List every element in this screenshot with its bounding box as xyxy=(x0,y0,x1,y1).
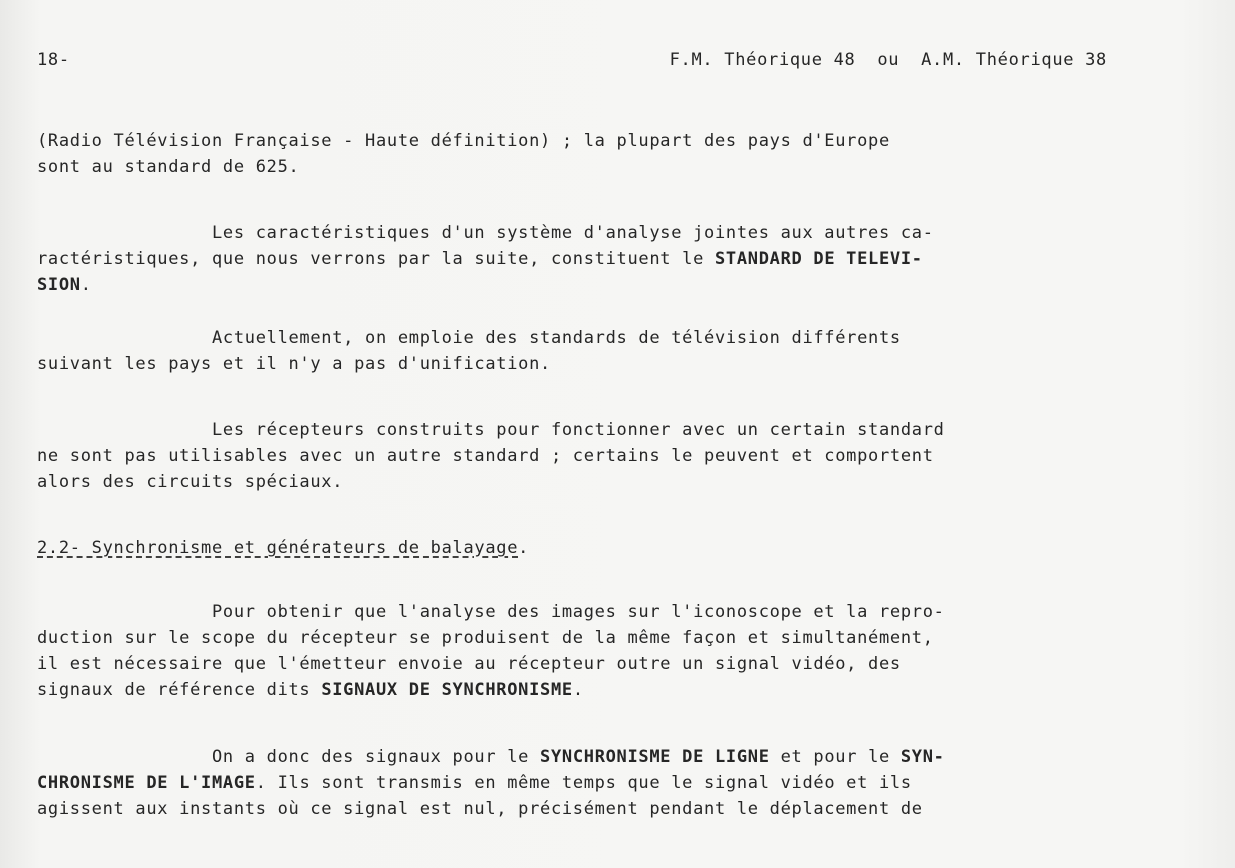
text-run: SIGNAUX DE SYNCHRONISME xyxy=(321,680,573,700)
text-run: SYNCHRONISME DE LIGNE xyxy=(540,747,770,767)
text-line xyxy=(37,628,934,648)
text-run: ractéristiques, que nous verrons par la suite, constituent le xyxy=(37,249,715,269)
text-line xyxy=(37,275,92,295)
text-line xyxy=(37,773,912,793)
text-run: alors des circuits spéciaux. xyxy=(37,472,344,492)
text-line xyxy=(37,420,945,440)
text-run: . xyxy=(572,680,584,700)
page-number: 18- xyxy=(37,50,70,70)
text-run: Actuellement, on emploie des standards de télévision différents xyxy=(37,328,901,348)
text-run: . Ils sont transmis en même temps que le signal vidéo et ils xyxy=(255,773,912,793)
text-run: Les caractéristiques d'un système d'analyse jointes aux autres ca- xyxy=(37,223,934,243)
text-line xyxy=(37,654,901,674)
section-heading: 2.2- Synchronisme et générateurs de balayage xyxy=(37,538,519,558)
text-run: agissent aux instants où ce signal est nul, précisément pendant le déplacement de xyxy=(37,799,923,819)
text-run: . xyxy=(518,538,530,558)
text-run: signaux de référence dits xyxy=(37,680,322,700)
text-line xyxy=(37,538,529,558)
text-run: et pour le xyxy=(769,747,901,767)
text-line xyxy=(37,328,901,348)
text-run: On a donc des signaux pour le xyxy=(37,747,541,767)
running-header: F.M. Théorique 48 ou A.M. Théorique 38 xyxy=(669,50,1107,70)
text-run: sont au standard de 625. xyxy=(37,157,300,177)
text-run: STANDARD DE TELEVI- xyxy=(714,249,923,269)
text-line xyxy=(37,602,945,622)
text-run: Les récepteurs construits pour fonctionner avec un certain standard xyxy=(37,420,945,440)
text-line xyxy=(37,747,945,767)
text-line xyxy=(37,223,934,243)
text-line xyxy=(37,799,923,819)
text-run: CHRONISME DE L'IMAGE xyxy=(37,773,256,793)
text-line xyxy=(37,249,923,269)
text-line xyxy=(37,446,934,466)
text-run: SION xyxy=(37,275,81,295)
text-line xyxy=(37,680,584,700)
text-line xyxy=(37,472,343,492)
text-run: . xyxy=(80,275,92,295)
text-run: (Radio Télévision Française - Haute définition) ; la plupart des pays d'Europe xyxy=(37,131,890,151)
text-run: suivant les pays et il n'y a pas d'unification. xyxy=(37,354,551,374)
text-line xyxy=(37,157,299,177)
text-run: duction sur le scope du récepteur se produisent de la même façon et simultanément, xyxy=(37,628,934,648)
text-line xyxy=(37,131,890,151)
text-line xyxy=(37,354,551,374)
text-run: il est nécessaire que l'émetteur envoie au récepteur outre un signal vidéo, des xyxy=(37,654,901,674)
text-run: ne sont pas utilisables avec un autre standard ; certains le peuvent et comportent xyxy=(37,446,934,466)
text-run: Pour obtenir que l'analyse des images sur l'iconoscope et la repro- xyxy=(37,602,945,622)
text-run: SYN- xyxy=(900,747,945,767)
